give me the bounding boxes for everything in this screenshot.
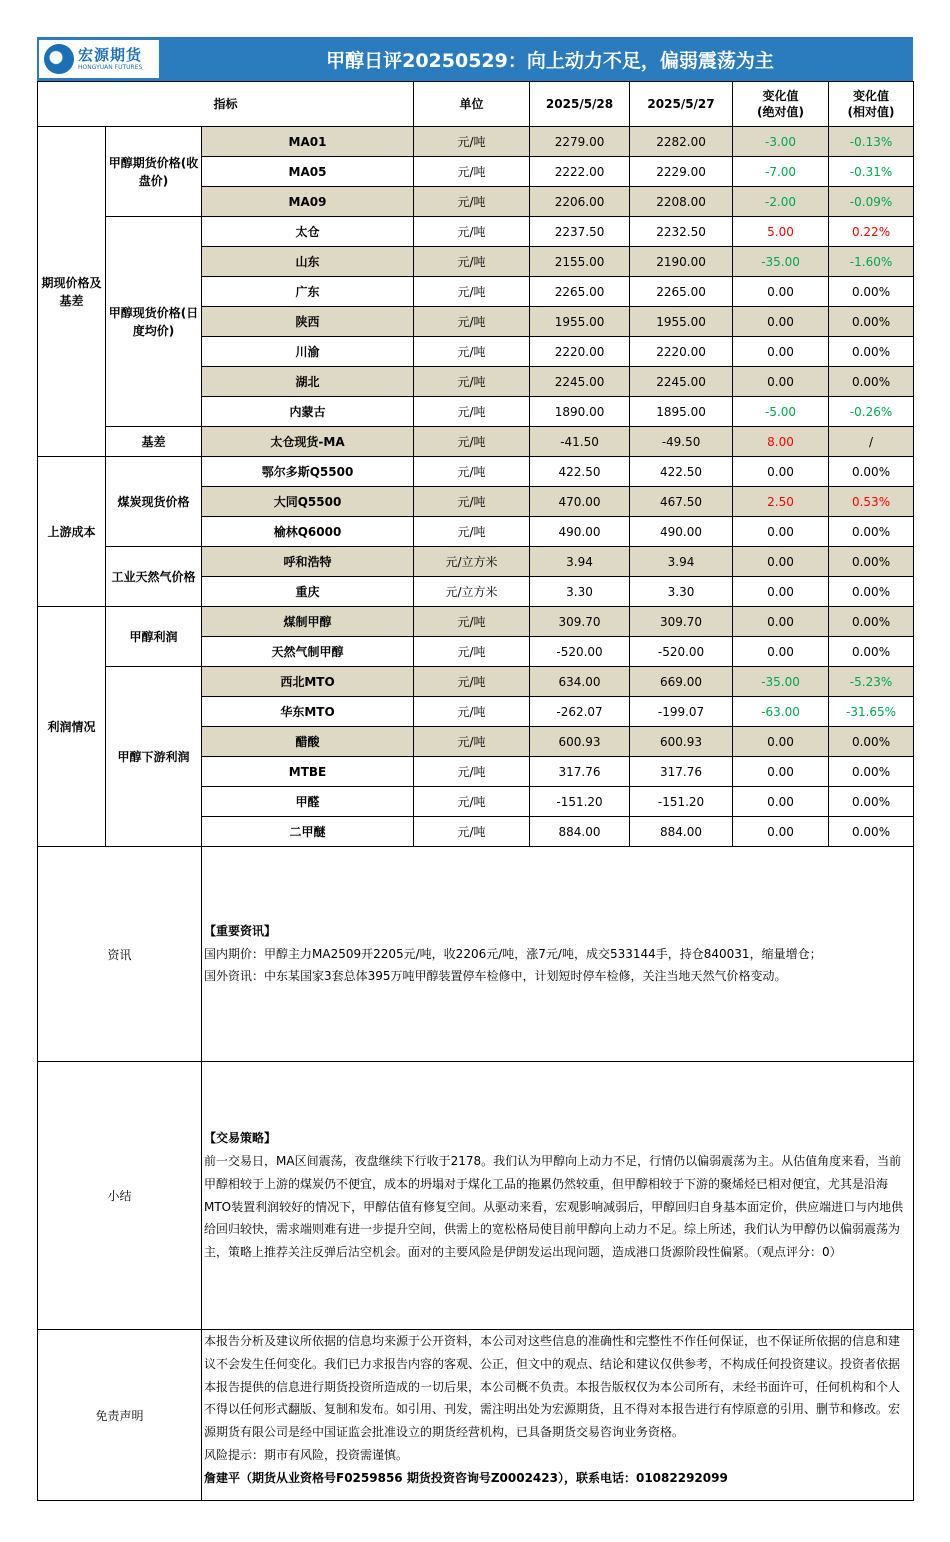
row-change-rel: 0.00% — [829, 607, 914, 637]
row-name: 天然气制甲醇 — [202, 637, 414, 667]
row-name: 湖北 — [202, 367, 414, 397]
row-name: 重庆 — [202, 577, 414, 607]
row-change-abs: 0.00 — [733, 787, 829, 817]
row-unit: 元/吨 — [414, 487, 530, 517]
row-unit: 元/吨 — [414, 397, 530, 427]
row-name: 二甲醚 — [202, 817, 414, 847]
group-label: 甲醇现货价格(日度均价) — [106, 217, 202, 427]
row-value-date1: 2206.00 — [530, 187, 630, 217]
row-value-date2: 467.50 — [630, 487, 733, 517]
disclaimer-label: 免责声明 — [38, 1330, 202, 1501]
col-indicator: 指标 — [38, 82, 414, 127]
row-value-date2: -520.00 — [630, 637, 733, 667]
row-value-date1: 3.30 — [530, 577, 630, 607]
row-change-rel: 0.00% — [829, 457, 914, 487]
row-change-abs: 0.00 — [733, 517, 829, 547]
row-unit: 元/吨 — [414, 457, 530, 487]
summary-heading: 【交易策略】 — [204, 1131, 277, 1146]
row-value-date2: 3.30 — [630, 577, 733, 607]
row-name: MA05 — [202, 157, 414, 187]
row-unit: 元/吨 — [414, 757, 530, 787]
row-name: 呼和浩特 — [202, 547, 414, 577]
row-value-date1: 422.50 — [530, 457, 630, 487]
row-value-date1: 1890.00 — [530, 397, 630, 427]
row-change-rel: 0.00% — [829, 277, 914, 307]
row-value-date2: 2190.00 — [630, 247, 733, 277]
risk-notice: 风险提示：期市有风险，投资需谨慎。 — [204, 1447, 409, 1462]
row-value-date2: 309.70 — [630, 607, 733, 637]
section-label: 期现价格及基差 — [38, 127, 106, 457]
row-value-date1: -262.07 — [530, 697, 630, 727]
row-change-abs: 0.00 — [733, 547, 829, 577]
row-value-date2: 2245.00 — [630, 367, 733, 397]
row-value-date1: -520.00 — [530, 637, 630, 667]
row-change-rel: 0.00% — [829, 307, 914, 337]
row-name: 大同Q5500 — [202, 487, 414, 517]
row-value-date1: 309.70 — [530, 607, 630, 637]
row-unit: 元/吨 — [414, 337, 530, 367]
row-value-date2: 3.94 — [630, 547, 733, 577]
row-unit: 元/吨 — [414, 157, 530, 187]
row-change-rel: -0.31% — [829, 157, 914, 187]
row-name: MA01 — [202, 127, 414, 157]
row-name: 醋酸 — [202, 727, 414, 757]
row-value-date2: 1895.00 — [630, 397, 733, 427]
summary-label: 小结 — [38, 1062, 202, 1330]
row-name: 内蒙古 — [202, 397, 414, 427]
row-change-abs: 0.00 — [733, 727, 829, 757]
row-name: 川渝 — [202, 337, 414, 367]
row-value-date1: 2265.00 — [530, 277, 630, 307]
logo-name: 宏源期货 — [78, 45, 143, 64]
col-date1: 2025/5/28 — [530, 82, 630, 127]
header-row — [38, 82, 914, 127]
logo-english: HONGYUAN FUTURES — [78, 63, 143, 71]
col-change-rel: 变化值 (相对值) — [829, 82, 914, 127]
row-value-date2: 2220.00 — [630, 337, 733, 367]
row-name: 华东MTO — [202, 697, 414, 727]
row-change-rel: 0.22% — [829, 217, 914, 247]
news-heading: 【重要资讯】 — [204, 923, 277, 938]
row-name: 鄂尔多斯Q5500 — [202, 457, 414, 487]
row-unit: 元/吨 — [414, 127, 530, 157]
row-value-date1: 2237.50 — [530, 217, 630, 247]
row-value-date2: 2229.00 — [630, 157, 733, 187]
row-value-date2: 2282.00 — [630, 127, 733, 157]
row-change-abs: 0.00 — [733, 607, 829, 637]
row-change-abs: 0.00 — [733, 637, 829, 667]
logo-mark-icon — [44, 44, 74, 74]
news-line: 国内期价：甲醇主力MA2509开2205元/吨，收2206元/吨，涨7元/吨，成交533144手，持仓840031，缩量增仓； — [204, 946, 822, 961]
row-change-abs: 0.00 — [733, 457, 829, 487]
title-bar — [37, 37, 913, 81]
row-value-date2: 2232.50 — [630, 217, 733, 247]
row-change-abs: 0.00 — [733, 367, 829, 397]
row-change-abs: 0.00 — [733, 757, 829, 787]
row-name: 煤制甲醇 — [202, 607, 414, 637]
row-change-rel: 0.00% — [829, 757, 914, 787]
row-change-abs: -5.00 — [733, 397, 829, 427]
row-value-date2: 884.00 — [630, 817, 733, 847]
row-change-abs: -7.00 — [733, 157, 829, 187]
row-name: 山东 — [202, 247, 414, 277]
row-unit: 元/吨 — [414, 217, 530, 247]
row-value-date1: 2222.00 — [530, 157, 630, 187]
section-label: 上游成本 — [38, 457, 106, 607]
table-row — [38, 427, 914, 457]
row-value-date2: 1955.00 — [630, 307, 733, 337]
summary-text: 前一交易日，MA区间震荡，夜盘继续下行收于2178。我们认为甲醇向上动力不足，行情仍以偏弱震荡为主。从估值角度来看，当前甲醇相较于上游的煤炭仍不便宜，成本的坍塌对于煤化工品的拖累仍然较重，但甲醇相较于下游的聚烯烃已相对便宜，尤其是沿海MTO装置利润较好的情况下，甲醇估值有修复空间。从驱动来看，宏观影响减弱后，甲醇回归自身基本面定价，供应端进口与内地供给回归较快，需求端则难有进一步提升空间，供需上的宽松格局使目前甲醇向上动力不足。综上所述，我们认为甲醇仍以偏弱震荡为主，策略上推荐关注反弹后沽空机会。面对的主要风险是伊朗发运出现问题，造成港口货源阶段性偏紧。（观点评分：0） — [204, 1153, 904, 1260]
disclaimer-text: 本报告分析及建议所依据的信息均来源于公开资料，本公司对这些信息的准确性和完整性不作任何保证，也不保证所依据的信息和建议不会发生任何变化。我们已力求报告内容的客观、公正，但文中的观点、结论和建议仅供参考，不构成任何投资建议。投资者依据本报告提供的信息进行期货投资所造成的一切后果，本公司概不负责。本报告版权仅为本公司所有，未经书面许可，任何机构和个人不得以任何形式翻版、复制和发布。如引用、刊发，需注明出处为宏源期货，且不得对本报告进行有悖原意的引用、删节和修改。宏源期货有限公司是经中国证监会批准设立的期货经营机构，已具备期货交易咨询业务资格。 — [204, 1334, 901, 1440]
row-change-abs: 8.00 — [733, 427, 829, 457]
table-row — [38, 217, 914, 247]
disclaimer-content — [202, 1330, 914, 1501]
row-change-rel: 0.00% — [829, 547, 914, 577]
row-change-rel: -1.60% — [829, 247, 914, 277]
table-row — [38, 607, 914, 637]
row-value-date1: 600.93 — [530, 727, 630, 757]
row-change-abs: -35.00 — [733, 667, 829, 697]
row-change-rel: -0.13% — [829, 127, 914, 157]
row-name: MA09 — [202, 187, 414, 217]
row-name: 甲醛 — [202, 787, 414, 817]
row-value-date2: 317.76 — [630, 757, 733, 787]
row-change-rel: 0.00% — [829, 577, 914, 607]
news-row — [38, 847, 914, 1062]
row-unit: 元/吨 — [414, 787, 530, 817]
row-unit: 元/吨 — [414, 697, 530, 727]
row-change-abs: -3.00 — [733, 127, 829, 157]
row-change-rel: 0.53% — [829, 487, 914, 517]
row-value-date2: -151.20 — [630, 787, 733, 817]
group-label: 工业天然气价格 — [106, 547, 202, 607]
news-line: 国外资讯：中东某国家3套总体395万吨甲醇装置停车检修中，计划短时停车检修，关注当地天然气价格变动。 — [204, 969, 787, 984]
data-table — [37, 81, 914, 1501]
row-change-rel: 0.00% — [829, 787, 914, 817]
row-value-date1: 470.00 — [530, 487, 630, 517]
row-value-date1: 884.00 — [530, 817, 630, 847]
row-change-abs: 0.00 — [733, 277, 829, 307]
row-name: 广东 — [202, 277, 414, 307]
row-unit: 元/吨 — [414, 247, 530, 277]
row-change-rel: 0.00% — [829, 337, 914, 367]
row-change-rel: 0.00% — [829, 637, 914, 667]
row-change-abs: 0.00 — [733, 817, 829, 847]
row-change-rel: -0.09% — [829, 187, 914, 217]
group-label: 甲醇利润 — [106, 607, 202, 667]
news-label: 资讯 — [38, 847, 202, 1062]
row-change-rel: 0.00% — [829, 817, 914, 847]
row-value-date2: 2265.00 — [630, 277, 733, 307]
row-unit: 元/立方米 — [414, 577, 530, 607]
row-unit: 元/吨 — [414, 367, 530, 397]
row-change-abs: 0.00 — [733, 577, 829, 607]
row-unit: 元/吨 — [414, 727, 530, 757]
table-row — [38, 457, 914, 487]
company-logo — [39, 40, 159, 78]
row-value-date2: 422.50 — [630, 457, 733, 487]
row-value-date1: -41.50 — [530, 427, 630, 457]
report-sheet — [37, 37, 913, 1501]
row-value-date1: 3.94 — [530, 547, 630, 577]
row-value-date2: 600.93 — [630, 727, 733, 757]
row-unit: 元/吨 — [414, 427, 530, 457]
row-unit: 元/吨 — [414, 187, 530, 217]
row-change-rel: -0.26% — [829, 397, 914, 427]
row-name: 太仓现货-MA — [202, 427, 414, 457]
row-name: MTBE — [202, 757, 414, 787]
row-unit: 元/立方米 — [414, 547, 530, 577]
row-change-abs: 0.00 — [733, 307, 829, 337]
row-unit: 元/吨 — [414, 817, 530, 847]
row-value-date2: 2208.00 — [630, 187, 733, 217]
row-name: 西北MTO — [202, 667, 414, 697]
table-row — [38, 547, 914, 577]
summary-content — [202, 1062, 914, 1330]
row-name: 太仓 — [202, 217, 414, 247]
row-change-abs: -2.00 — [733, 187, 829, 217]
row-value-date1: 1955.00 — [530, 307, 630, 337]
author-contact: 詹建平（期货从业资格号F0259856 期货投资咨询号Z0002423），联系电话：01082292099 — [204, 1470, 728, 1485]
group-label: 甲醇下游利润 — [106, 667, 202, 847]
col-unit: 单位 — [414, 82, 530, 127]
col-date2: 2025/5/27 — [630, 82, 733, 127]
summary-row — [38, 1062, 914, 1330]
row-value-date1: -151.20 — [530, 787, 630, 817]
row-unit: 元/吨 — [414, 277, 530, 307]
row-name: 榆林Q6000 — [202, 517, 414, 547]
news-content — [202, 847, 914, 1062]
group-label: 煤炭现货价格 — [106, 457, 202, 547]
row-change-abs: -35.00 — [733, 247, 829, 277]
section-label: 利润情况 — [38, 607, 106, 847]
row-change-rel: -5.23% — [829, 667, 914, 697]
row-unit: 元/吨 — [414, 667, 530, 697]
row-change-abs: -63.00 — [733, 697, 829, 727]
row-name: 陕西 — [202, 307, 414, 337]
row-value-date2: 490.00 — [630, 517, 733, 547]
row-value-date1: 2245.00 — [530, 367, 630, 397]
group-label: 基差 — [106, 427, 202, 457]
col-change-abs: 变化值 (绝对值) — [733, 82, 829, 127]
row-value-date1: 2279.00 — [530, 127, 630, 157]
table-row — [38, 667, 914, 697]
row-value-date2: 669.00 — [630, 667, 733, 697]
row-value-date1: 317.76 — [530, 757, 630, 787]
row-change-abs: 5.00 — [733, 217, 829, 247]
row-value-date2: -49.50 — [630, 427, 733, 457]
report-title: 甲醇日评20250529：向上动力不足，偏弱震荡为主 — [326, 49, 774, 72]
row-value-date2: -199.07 — [630, 697, 733, 727]
row-change-rel: 0.00% — [829, 727, 914, 757]
row-unit: 元/吨 — [414, 607, 530, 637]
table-row — [38, 127, 914, 157]
row-change-rel: 0.00% — [829, 517, 914, 547]
row-value-date1: 2155.00 — [530, 247, 630, 277]
disclaimer-row — [38, 1330, 914, 1501]
row-value-date1: 490.00 — [530, 517, 630, 547]
row-change-abs: 2.50 — [733, 487, 829, 517]
row-unit: 元/吨 — [414, 517, 530, 547]
row-change-abs: 0.00 — [733, 337, 829, 367]
row-change-rel: / — [829, 427, 914, 457]
row-unit: 元/吨 — [414, 637, 530, 667]
row-unit: 元/吨 — [414, 307, 530, 337]
group-label: 甲醇期货价格(收盘价) — [106, 127, 202, 217]
row-value-date1: 2220.00 — [530, 337, 630, 367]
row-value-date1: 634.00 — [530, 667, 630, 697]
row-change-rel: -31.65% — [829, 697, 914, 727]
row-change-rel: 0.00% — [829, 367, 914, 397]
